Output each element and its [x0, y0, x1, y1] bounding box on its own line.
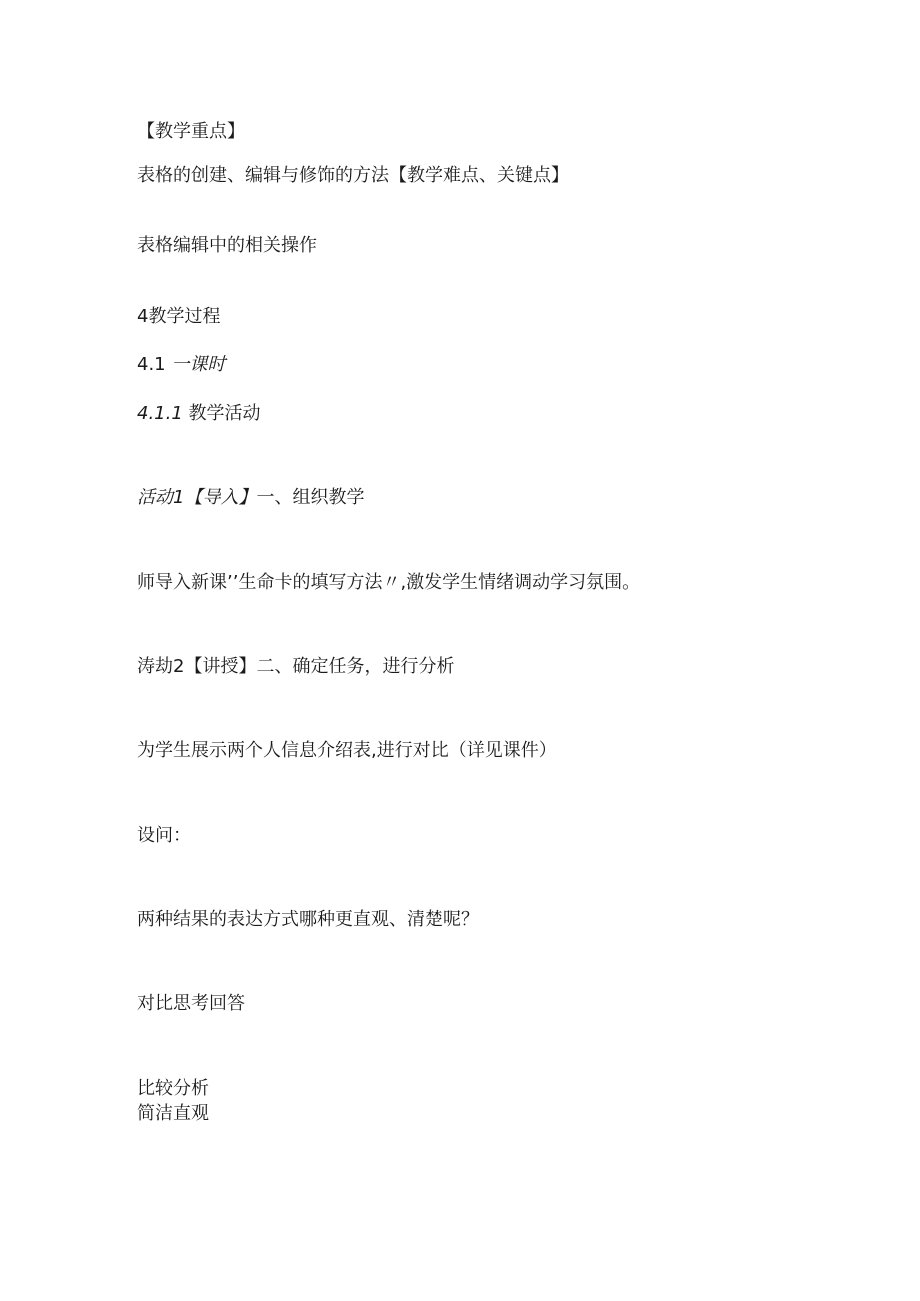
section-4-1-heading: [137, 354, 225, 376]
key-points-heading: 【教学重点】: [137, 121, 245, 142]
section-number: 4.1: [137, 354, 166, 375]
difficulty-line: 表格编辑中的相关操作: [137, 235, 317, 256]
analysis-label: 比较分析: [137, 1078, 209, 1099]
activity-2-text: 为学生展示两个人信息介绍表,进行对比（详见课件）: [137, 740, 557, 761]
activity-title: 一、组织教学: [256, 487, 365, 508]
key-points-line: 表格的创建、编辑与修饰的方法【教学难点、关键点】: [137, 165, 569, 186]
answer-text: 对比思考回答: [137, 993, 245, 1014]
activity-1-text: 师导入新课’’生命卡的填写方法〃,激发学生情绪调动学习氛围。: [137, 572, 641, 593]
question-label: 设问：: [137, 825, 191, 846]
activity-1-heading: [137, 487, 364, 509]
question-text: 两种结果的表达方式哪种更直观、清楚呢？: [137, 909, 479, 930]
section-title: 教学活动: [188, 403, 261, 424]
section-title: 一课时: [171, 354, 226, 375]
section-4-1-1-heading: [137, 403, 261, 425]
activity-2-heading: 涛劫2【讲授】二、确定任务，进行分析: [137, 656, 455, 677]
analysis-result: 简洁直观: [137, 1103, 209, 1124]
activity-prefix: 活动1【导入】: [137, 487, 257, 508]
section-number: 4.1.1: [137, 403, 183, 424]
process-heading: 4教学过程: [137, 306, 221, 327]
